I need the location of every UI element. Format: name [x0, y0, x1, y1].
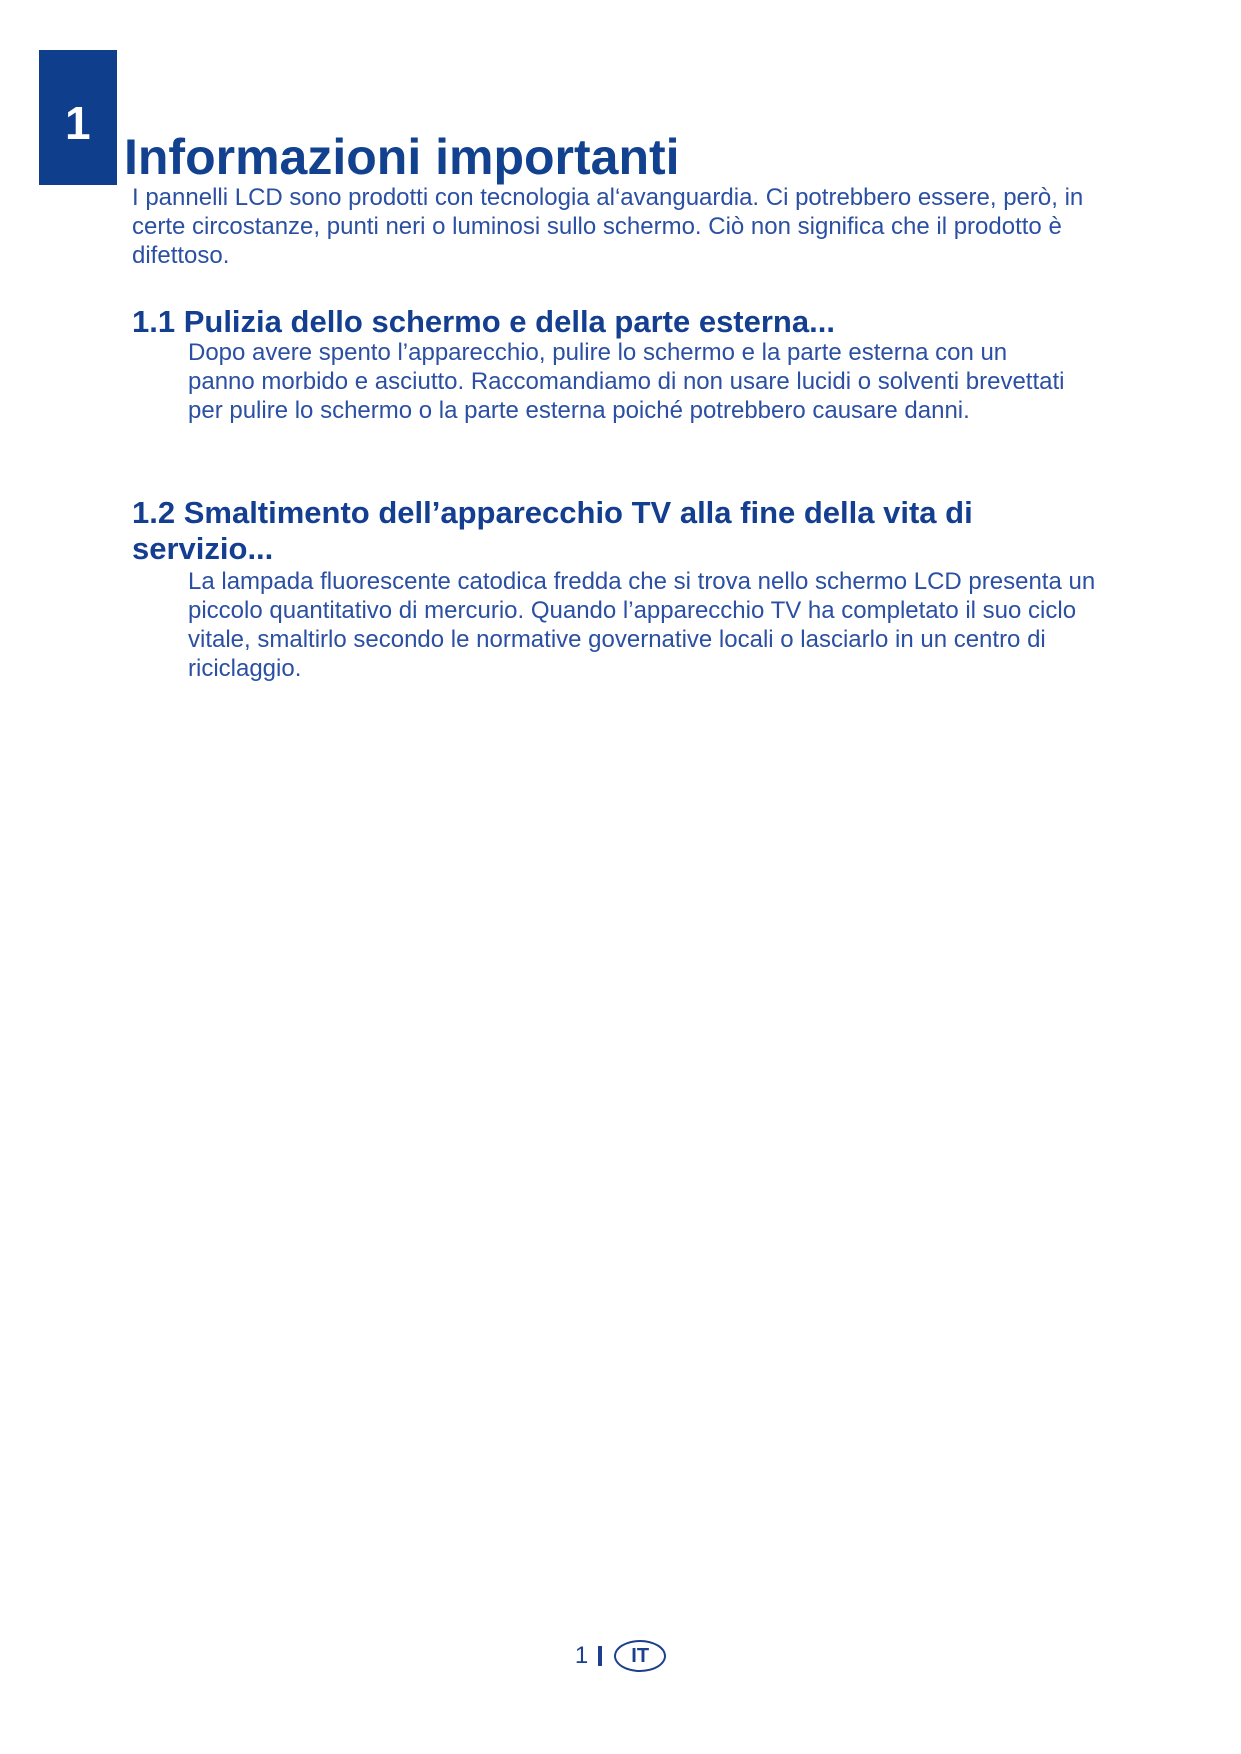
- page-footer: [0, 1640, 1241, 1672]
- chapter-number: 1: [65, 97, 91, 149]
- section-body-cleaning: Dopo avere spento l’apparecchio, pulire lo schermo e la parte esterna con un panno morbido e asciutto. Raccomandiamo di non usare lucidi o solventi brevettati per pulire lo schermo o la parte esterna poiché potrebbero causare danni.: [188, 339, 1065, 424]
- footer-separator: [598, 1646, 602, 1666]
- chapter-number-tab: [39, 50, 117, 185]
- page-title: Informazioni importanti: [124, 129, 680, 185]
- intro-paragraph: I pannelli LCD sono prodotti con tecnologia al‘avanguardia. Ci potrebbero essere, però, in certe circostanze, punti neri o luminosi sullo schermo. Ciò non significa che il prodotto è difettoso.: [132, 184, 1084, 269]
- section-heading-cleaning: 1.1 Pulizia dello schermo e della parte esterna...: [132, 304, 835, 339]
- section-body-disposal: La lampada fluorescente catodica fredda che si trova nello schermo LCD presenta un piccolo quantitativo di mercurio. Quando l’apparecchio TV ha completato il suo ciclo vitale, smaltirlo secondo le normative governative locali o lasciarlo in un centro di riciclaggio.: [188, 568, 1096, 682]
- language-badge: IT: [614, 1640, 666, 1672]
- section-heading-disposal: 1.2 Smaltimento dell’apparecchio TV alla fine della vita di servizio...: [132, 495, 973, 566]
- page-number: 1: [574, 1642, 589, 1669]
